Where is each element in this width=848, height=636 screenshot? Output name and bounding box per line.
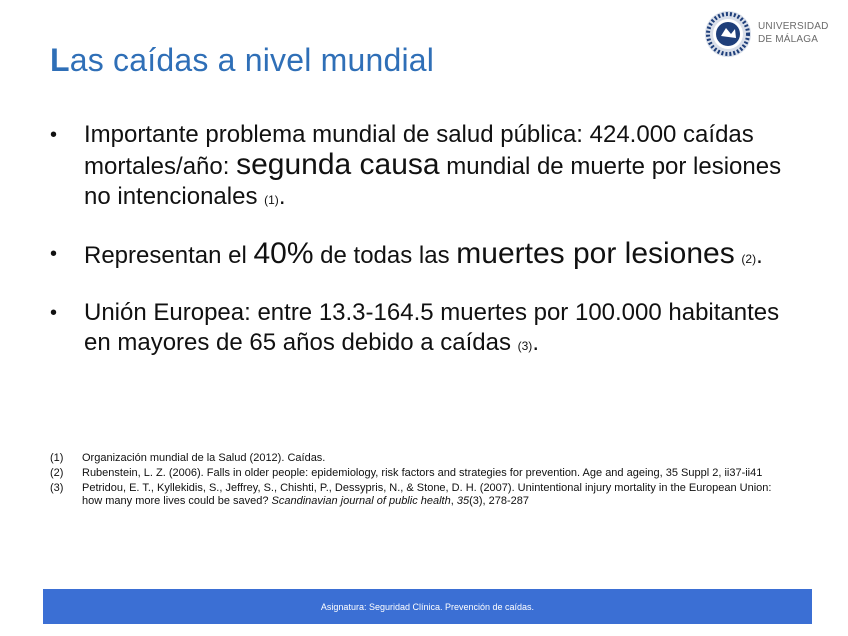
bullet-item [50,239,790,274]
bullet-dot: • [50,124,58,146]
bullet-dot: • [50,243,58,265]
reference-text [82,482,790,508]
journal-volume: 35 [456,495,470,507]
reference-text: Rubenstein, L. Z. (2006). Falls in older people: epidemiology, risk factors and strategies for prevention. Age and ageing, 35 Suppl 2, ii37-ii41 [82,467,763,479]
university-logo [704,10,829,58]
bullet-item [50,298,790,361]
bullet-item [50,120,790,215]
university-seal-icon [704,10,752,58]
bullet-text: Representan el [84,242,254,269]
bullet-text: Importante problema mundial de salud pública: 424.000 caídas mortales/año: [84,121,754,180]
reference-text: Organización mundial de la Salud (2012). Caídas. [82,452,326,464]
reference-text-part: , [450,495,457,507]
title-first-letter: L [50,42,70,78]
bullet-text: mundial de muerte por lesiones no intencionales [84,153,782,210]
journal-name: Scandinavian journal of public health [271,495,451,507]
university-name-line1: UNIVERSIDAD [758,21,829,32]
bullet-text: . [756,242,763,269]
reference-number: (1) [50,452,64,464]
reference-number: (2) [50,467,64,479]
reference-marker: (3) [517,339,533,353]
reference-marker: (2) [741,252,757,266]
reference-list [50,452,790,510]
emphasis-text: segunda causa [236,148,440,181]
bullet-list [50,120,790,385]
university-name-line2: DE MÁLAGA [758,34,819,45]
bullet-text: . [278,183,286,210]
reference-item [50,467,790,480]
footer-bar [43,589,812,624]
emphasis-text: 40% [253,237,314,270]
reference-text-part: Petridou, E. T., Kyllekidis, S., Jeffrey, S., Chishti, P., Dessypris, N., & Stone, D. H. (2007). Unintentional injury mortality in the European Union: how many more lives could be saved? [82,482,772,507]
reference-text-part: (3), 278-287 [469,495,530,507]
bullet-dot: • [50,302,58,324]
bullet-text: . [532,329,539,356]
footer-text: Asignatura: Seguridad Clínica. Prevención de caídas. [320,601,535,612]
bullet-text: Unión Europea: entre 13.3-164.5 muertes por 100.000 habitantes en mayores de 65 años debido a caídas [84,299,780,356]
reference-marker: (1) [264,193,279,207]
bullet-text: de todas las [313,242,457,269]
reference-item [50,452,790,465]
slide-title [50,42,434,79]
reference-number: (3) [50,482,64,494]
emphasis-text: muertes por lesiones [456,237,735,270]
reference-item [50,482,790,508]
title-rest: as caídas a nivel mundial [69,42,435,78]
